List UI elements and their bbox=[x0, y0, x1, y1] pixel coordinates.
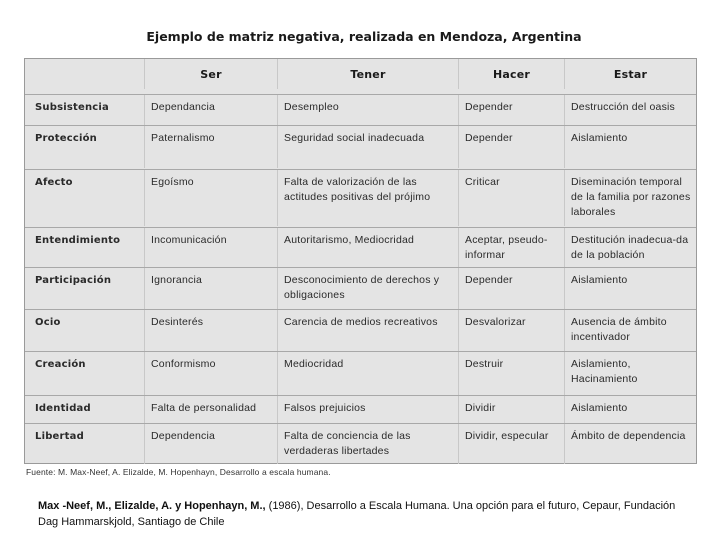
table-row bbox=[25, 94, 696, 125]
row-label: Protección bbox=[35, 133, 97, 144]
cell-estar: Aislamiento bbox=[564, 268, 696, 310]
cell-tener: Seguridad social inadecuada bbox=[277, 126, 458, 168]
cell-tener: Carencia de medios recreativos bbox=[277, 310, 458, 352]
cell-tener: Desconocimiento de derechos y obligaciones bbox=[277, 268, 458, 310]
table-source-note: Fuente: M. Max-Neef, A. Elizalde, M. Hopenhayn, Desarrollo a escala humana. bbox=[26, 467, 331, 477]
row-label: Libertad bbox=[35, 431, 84, 442]
table-row bbox=[25, 351, 696, 396]
table-row bbox=[25, 395, 696, 424]
citation-details: (1986), Desarrollo a Escala Humana. Una opción para el futuro, Cepaur, Fundación bbox=[265, 500, 676, 512]
cell-hacer: Dividir bbox=[458, 396, 564, 424]
header-ser: Ser bbox=[144, 59, 277, 89]
cell-tener: Falta de valorización de las actitudes positivas del prójimo bbox=[277, 170, 458, 226]
cell-ser: Dependencia bbox=[144, 424, 277, 464]
cell-tener: Falta de conciencia de las verdaderas libertades bbox=[277, 424, 458, 464]
header-hacer: Hacer bbox=[458, 59, 564, 89]
table-row bbox=[25, 125, 696, 168]
cell-hacer: Depender bbox=[458, 95, 564, 125]
cell-estar: Diseminación temporal de la familia por razones laborales bbox=[564, 170, 696, 226]
cell-ser: Desinterés bbox=[144, 310, 277, 352]
cell-hacer: Dividir, especular bbox=[458, 424, 564, 464]
cell-hacer: Aceptar, pseudo-informar bbox=[458, 228, 564, 272]
cell-estar: Aislamiento bbox=[564, 396, 696, 424]
row-label: Afecto bbox=[35, 177, 73, 188]
header-corner bbox=[25, 59, 144, 89]
cell-ser: Falta de personalidad bbox=[144, 396, 277, 424]
cell-hacer: Depender bbox=[458, 268, 564, 310]
row-label: Identidad bbox=[35, 403, 91, 414]
cell-ser: Egoísmo bbox=[144, 170, 277, 226]
cell-estar: Destrucción del oasis bbox=[564, 95, 696, 125]
cell-ser: Paternalismo bbox=[144, 126, 277, 168]
table-row bbox=[25, 423, 696, 464]
row-label: Participación bbox=[35, 275, 112, 286]
cell-tener: Desempleo bbox=[277, 95, 458, 125]
cell-hacer: Destruir bbox=[458, 352, 564, 396]
table-header-row bbox=[25, 59, 696, 89]
cell-ser: Dependancia bbox=[144, 95, 277, 125]
cell-estar: Aislamiento bbox=[564, 126, 696, 168]
table-row bbox=[25, 309, 696, 352]
citation-authors: Max -Neef, M., Elizalde, A. y Hopenhayn, M., bbox=[38, 500, 266, 512]
row-label: Subsistencia bbox=[35, 102, 109, 113]
cell-estar: Ámbito de dependencia bbox=[564, 424, 696, 464]
citation-line2: Dag Hammarskjold, Santiago de Chile bbox=[38, 516, 225, 528]
cell-estar: Aislamiento, Hacinamiento bbox=[564, 352, 696, 396]
citation-caption bbox=[38, 498, 728, 530]
header-estar: Estar bbox=[564, 59, 696, 89]
cell-hacer: Desvalorizar bbox=[458, 310, 564, 352]
page-title: Ejemplo de matriz negativa, realizada en Mendoza, Argentina bbox=[146, 29, 582, 44]
cell-estar: Destitución inadecua-da de la población bbox=[564, 228, 696, 272]
cell-estar: Ausencia de ámbito incentivador bbox=[564, 310, 696, 352]
cell-tener: Mediocridad bbox=[277, 352, 458, 396]
table-row bbox=[25, 267, 696, 310]
header-tener: Tener bbox=[277, 59, 458, 89]
cell-ser: Ignorancia bbox=[144, 268, 277, 310]
table-row bbox=[25, 227, 696, 272]
needs-matrix-table bbox=[24, 58, 697, 464]
cell-ser: Incomunicación bbox=[144, 228, 277, 272]
cell-ser: Conformismo bbox=[144, 352, 277, 396]
cell-hacer: Criticar bbox=[458, 170, 564, 226]
row-label: Entendimiento bbox=[35, 235, 121, 246]
row-label: Ocio bbox=[35, 317, 61, 328]
cell-tener: Falsos prejuicios bbox=[277, 396, 458, 424]
cell-tener: Autoritarismo, Mediocridad bbox=[277, 228, 458, 272]
cell-hacer: Depender bbox=[458, 126, 564, 168]
row-label: Creación bbox=[35, 359, 86, 370]
table-row bbox=[25, 169, 696, 226]
